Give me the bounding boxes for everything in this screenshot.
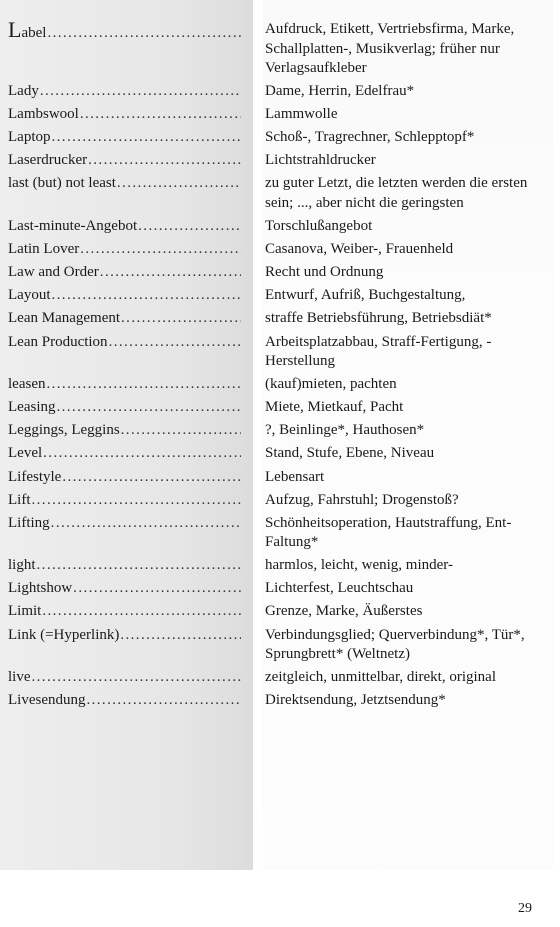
entry-translation: Lichterfest, Leuchtschau [265, 580, 414, 597]
dot-leader [80, 105, 241, 125]
dot-leader [86, 691, 241, 711]
glossary-entry [0, 105, 560, 125]
entry-term: Law and Order ..... [0, 263, 245, 283]
entry-translation: ?, Beinlinge*, Hauthosen* [265, 422, 425, 439]
entry-translation: Stand, Stufe, Ebene, Niveau [265, 445, 435, 462]
entry-term: Latin Lover ..... [0, 240, 245, 260]
entry-term: Limit ..... [0, 602, 245, 622]
entry-term: Lean Management ..... [0, 309, 245, 329]
entry-term: Lightshow ..... [0, 579, 245, 599]
entry-translation: Lebensart [265, 468, 325, 485]
dot-leader [40, 82, 241, 102]
entry-term: Livesendung ..... [0, 691, 245, 711]
dot-leader [52, 286, 242, 306]
glossary-entry [0, 514, 560, 553]
dot-leader [88, 151, 241, 171]
entry-term: Lifestyle ..... [0, 468, 245, 488]
entry-translation: Torschlußangebot [265, 218, 373, 235]
glossary-entry [0, 626, 560, 665]
glossary-entry [0, 691, 560, 711]
dot-leader [121, 421, 241, 441]
entry-term: Leggings, Leggins ..... [0, 421, 245, 441]
entry-term: last (but) not least ..... [0, 174, 245, 194]
entry-translation: Schönheitsoperation, Hautstraffung, Ent-Faltung* [265, 514, 512, 551]
entry-term: Layout ..... [0, 286, 245, 306]
dot-leader [120, 626, 241, 646]
dot-leader [43, 444, 241, 464]
entry-term: live ..... [0, 668, 245, 688]
glossary-entry [0, 20, 560, 79]
entry-term: Lift ..... [0, 491, 245, 511]
entry-translation: Arbeitsplatzabbau, Straff-Fertigung, -Herstellung [265, 333, 492, 370]
glossary-entry [0, 82, 560, 102]
glossary-entry [0, 491, 560, 511]
entry-term: Lady ..... [0, 82, 245, 102]
dot-leader [52, 128, 242, 148]
glossary-entry [0, 286, 560, 306]
dot-leader [47, 24, 241, 44]
glossary-entry [0, 240, 560, 260]
entry-term: Laserdrucker ..... [0, 151, 245, 171]
entry-term: Lean Production ..... [0, 333, 245, 353]
entry-translation: Aufdruck, Etikett, Vertriebsfirma, Marke, Schallplatten-, Musikverlag; früher nur Verlagsaufkleber [265, 21, 515, 76]
glossary-entry [0, 309, 560, 329]
entry-translation: Schoß-, Tragrechner, Schlepptopf* [265, 129, 475, 146]
entry-term: Level ..... [0, 444, 245, 464]
entry-translation: Recht und Ordnung [265, 264, 384, 281]
dot-leader [138, 217, 241, 237]
glossary-entry [0, 375, 560, 395]
dot-leader [80, 240, 241, 260]
glossary-entry [0, 217, 560, 237]
entry-translation: Miete, Mietkauf, Pacht [265, 399, 404, 416]
glossary-entry [0, 398, 560, 418]
entry-term: Laptop ..... [0, 128, 245, 148]
dot-leader [73, 579, 241, 599]
entry-translation: Grenze, Marke, Äußerstes [265, 603, 423, 620]
glossary-entry [0, 128, 560, 148]
dot-leader [46, 375, 241, 395]
glossary-entry [0, 263, 560, 283]
entry-translation: Entwurf, Aufriß, Buchgestaltung, [265, 287, 466, 304]
dot-leader [42, 602, 241, 622]
entry-translation: Direktsendung, Jetztsendung* [265, 692, 446, 709]
glossary-entry [0, 333, 560, 372]
entry-term: Last-minute-Angebot ..... [0, 217, 245, 237]
entry-term: light ..... [0, 556, 245, 576]
dot-leader [56, 398, 241, 418]
page-number: 29 [518, 901, 532, 916]
dot-leader [32, 668, 242, 688]
dot-leader [117, 174, 241, 194]
dot-leader [51, 514, 241, 534]
entry-term: Leasing ..... [0, 398, 245, 418]
glossary-entry [0, 468, 560, 488]
glossary-entry [0, 668, 560, 688]
glossary-entry [0, 151, 560, 171]
entry-translation: Aufzug, Fahrstuhl; Drogenstoß? [265, 491, 459, 508]
dot-leader [100, 263, 241, 283]
glossary-entry [0, 602, 560, 622]
entry-translation: (kauf)mieten, pachten [265, 376, 397, 393]
entry-translation: zeitgleich, unmittelbar, direkt, original [265, 669, 496, 686]
entry-term: leasen ..... [0, 375, 245, 395]
entry-term: Label ..... [0, 20, 245, 44]
entry-term: Lambswool ..... [0, 105, 245, 125]
entry-translation: Dame, Herrin, Edelfrau* [265, 83, 415, 100]
glossary-entry [0, 174, 560, 213]
dot-leader [62, 468, 241, 488]
entry-translation: Lammwolle [265, 106, 338, 123]
glossary-entry [0, 579, 560, 599]
entry-translation: Casanova, Weiber-, Frauenheld [265, 241, 454, 258]
entry-translation: straffe Betriebsführung, Betriebsdiät* [265, 310, 492, 327]
dot-leader [32, 491, 242, 511]
dot-leader [109, 333, 241, 353]
dot-leader [121, 309, 241, 329]
entry-translation: Verbindungsglied; Querverbindung*, Tür*, Sprungbrett* (Weltnetz) [265, 626, 525, 663]
glossary-entry [0, 556, 560, 576]
glossary-entry [0, 421, 560, 441]
entry-translation: zu guter Letzt, die letzten werden die ersten sein; ..., aber nicht die geringsten [265, 175, 528, 211]
glossary-entry [0, 444, 560, 464]
entry-translation: harmlos, leicht, wenig, minder- [265, 557, 453, 574]
entry-term: Link (=Hyperlink) ..... [0, 626, 245, 646]
glossary-list [0, 20, 560, 714]
entry-translation: Lichtstrahldrucker [265, 152, 376, 169]
dot-leader [37, 556, 241, 576]
entry-term: Lifting ..... [0, 514, 245, 534]
